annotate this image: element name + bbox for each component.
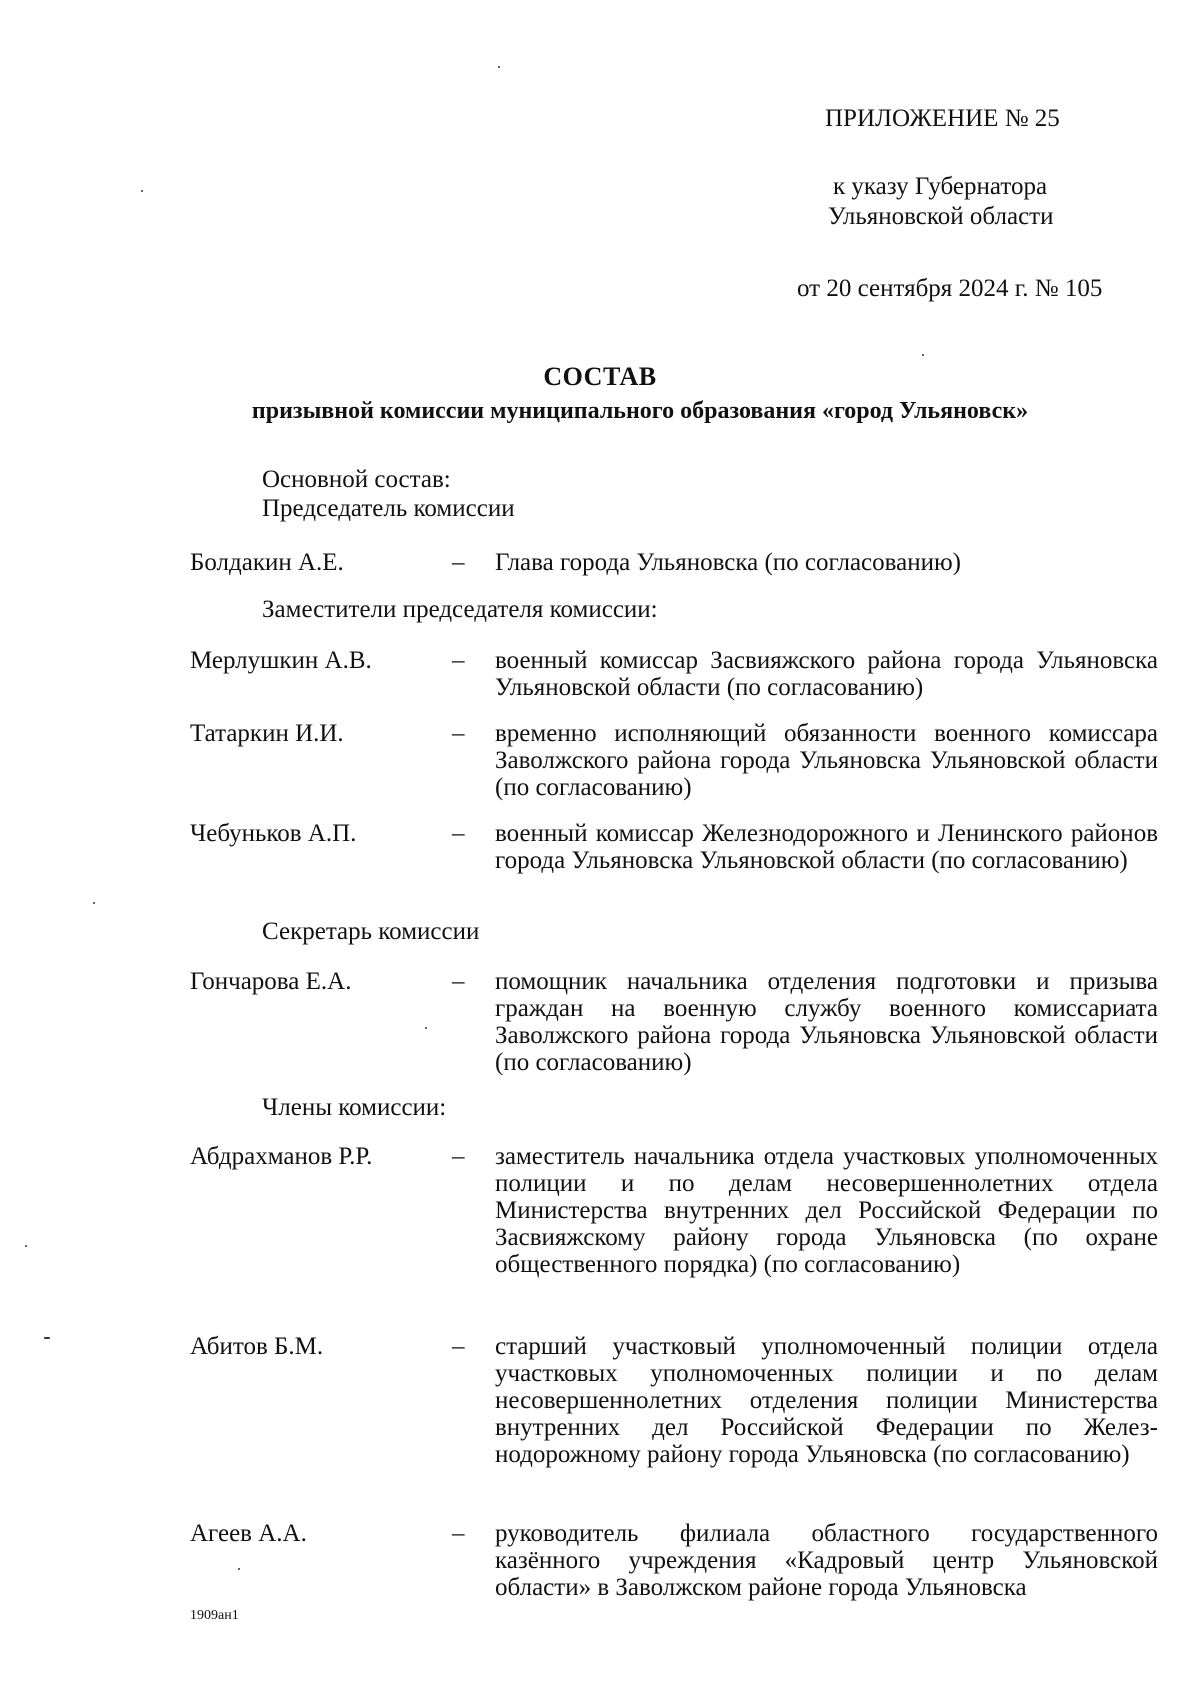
member-name: Татаркин И.И. <box>190 720 344 747</box>
scan-speck <box>93 902 95 904</box>
member-name: Абитов Б.М. <box>190 1333 324 1360</box>
member-name: Агеев А.А. <box>190 1520 307 1547</box>
section-main-composition: Основной состав: <box>262 466 451 493</box>
dash-separator: – <box>452 647 465 674</box>
section-chair: Председатель комиссии <box>262 495 515 522</box>
member-role: военный комиссар Железнодорожного и Ленинского районов города Ульяновска Ульяновской области (по согласованию) <box>495 820 1158 874</box>
document-title: СОСТАВ <box>543 362 657 391</box>
section-members: Члены комиссии: <box>262 1094 447 1121</box>
dash-separator: – <box>452 1520 465 1547</box>
dash-separator: – <box>452 820 465 847</box>
member-role: военный комиссар Засвияжского района города Ульяновска Ульяновской области (по согласованию) <box>495 647 1158 701</box>
appendix-number: ПРИЛОЖЕНИЕ № 25 <box>825 105 1060 132</box>
member-role: Глава города Ульяновска (по согласованию) <box>495 549 961 576</box>
scan-speck <box>498 66 500 68</box>
scan-speck <box>141 190 143 192</box>
dash-separator: – <box>452 1333 465 1360</box>
member-role: заместитель начальника отдела участковых уполномоченных полиции и по делам несовершеннолетних отдела Министерства внутренних дел Российской Федерации по Засвияжскому району города Ульяновска (по охране общественного порядка) (по согласованию) <box>495 1143 1158 1278</box>
document-subtitle: призывной комиссии муниципального образования «город Ульяновск» <box>251 398 1029 424</box>
member-name: Мерлушкин А.В. <box>190 647 372 674</box>
member-name: Абдрахманов Р.Р. <box>190 1143 373 1170</box>
dash-separator: – <box>452 968 465 995</box>
member-name: Болдакин А.Е. <box>190 549 344 576</box>
scan-speck <box>238 1568 240 1570</box>
section-deputies: Заместители председателя комиссии: <box>262 596 658 623</box>
member-name: Чебуньков А.П. <box>190 820 357 847</box>
scan-speck <box>44 1337 50 1339</box>
scan-speck <box>922 354 924 356</box>
member-role: старший участковый уполномоченный полиции отдела участковых уполномоченных полиции и по делам несовершеннолетних отделения полиции Министерства внутренних дел Российской Федерации по Железнодорожному району города Ульяновска (по согласованию) <box>495 1333 1158 1468</box>
member-name: Гончарова Е.А. <box>190 968 352 995</box>
footer-code: 1909ан1 <box>190 1608 239 1623</box>
decree-line-2: Ульяновской области <box>828 203 1054 230</box>
scan-speck <box>425 1027 427 1029</box>
dash-separator: – <box>452 549 465 576</box>
scan-speck <box>25 1245 27 1247</box>
member-role: временно исполняющий обязанности военного комиссара Заволжского района города Ульяновска Ульяновской области (по согласованию) <box>495 720 1158 801</box>
member-role: помощник начальника отделения подготовки и призыва граждан на военную службу военного комиссариата Заволжского района города Ульяновска Ульяновской области (по согласованию) <box>495 968 1158 1076</box>
decree-line-1: к указу Губернатора <box>833 173 1048 200</box>
decree-date: от 20 сентября 2024 г. № 105 <box>797 275 1103 302</box>
dash-separator: – <box>452 1143 465 1170</box>
dash-separator: – <box>452 720 465 747</box>
member-role: руководитель филиала областного государственного казённого учреждения «Кадровый центр Ульяновской области» в Заволжском районе города Ульяновска <box>495 1520 1158 1601</box>
section-secretary: Секретарь комиссии <box>262 918 480 945</box>
